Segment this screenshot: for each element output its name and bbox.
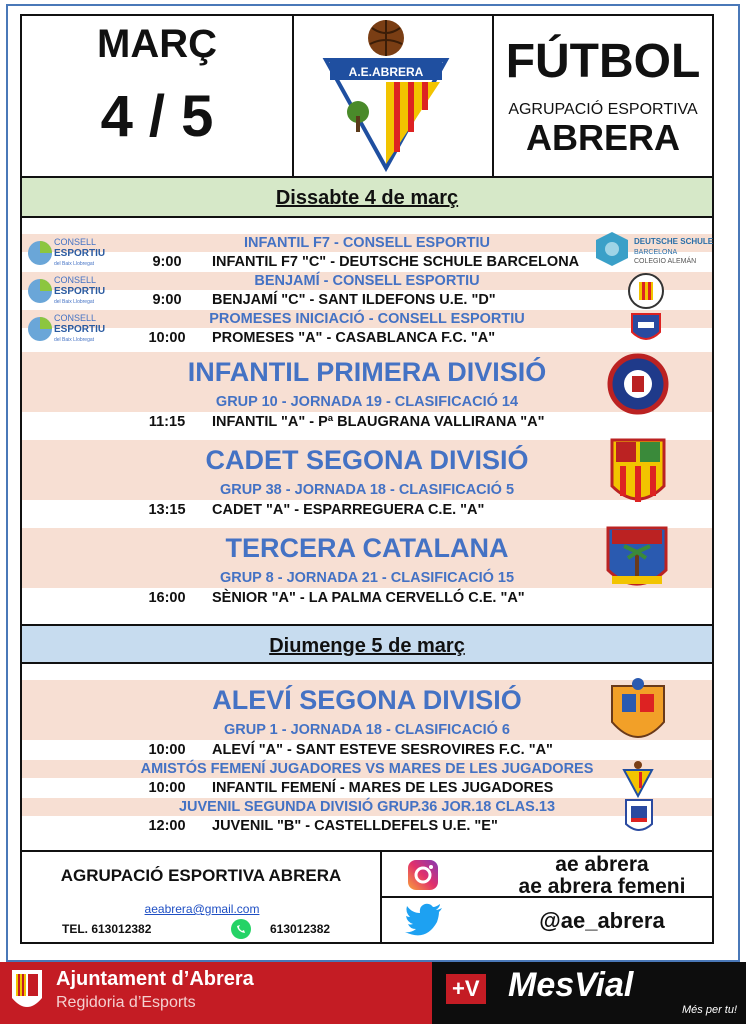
instagram-icon xyxy=(406,858,440,897)
phone-number: TEL. 613012382 xyxy=(62,922,152,936)
contact-panel xyxy=(22,852,382,942)
match-row xyxy=(22,816,712,836)
sport-title: FÚTBOL xyxy=(505,35,701,88)
kickoff-time: 10:00 xyxy=(148,742,186,758)
match-name: CADET "A" - ESPARREGUERA C.E. "A" xyxy=(212,502,485,518)
competition-title: BENJAMÍ - CONSELL ESPORTIU xyxy=(22,272,712,290)
match-name: ALEVÍ "A" - SANT ESTEVE SESROVIRES F.C. "A" xyxy=(212,742,553,758)
consell-logo-line3: del Baix Llobregat xyxy=(54,299,95,305)
kickoff-time: 9:00 xyxy=(152,254,182,270)
whatsapp-icon xyxy=(230,918,252,945)
club-crest-icon xyxy=(294,16,494,176)
competition-title: INFANTIL PRIMERA DIVISIÓ xyxy=(22,352,712,392)
kickoff-time: 11:15 xyxy=(148,414,186,430)
sunday-heading: Diumenge 5 de març xyxy=(22,624,712,664)
consell-logo-line1: CONSELL xyxy=(54,237,97,247)
consell-logo-line2: ESPORTIU xyxy=(54,324,106,335)
consell-esportiu-logo xyxy=(26,234,106,277)
group-info: GRUP 8 - JORNADA 21 - CLASIFICACIÓ 15 xyxy=(22,568,712,588)
footer-club-name: AGRUPACIÓ ESPORTIVA ABRERA xyxy=(60,866,342,885)
esparreguera-crest-icon xyxy=(608,436,668,517)
club-name-line2: ABRERA xyxy=(525,117,680,158)
ajuntament-name: Ajuntament d’Abrera xyxy=(56,968,254,990)
match-name: PROMESES "A" - CASABLANCA F.C. "A" xyxy=(212,330,496,346)
title-panel xyxy=(494,16,712,176)
match-name: INFANTIL "A" - Pª BLAUGRANA VALLIRANA "A" xyxy=(212,414,545,430)
fixture-block xyxy=(22,798,712,836)
consell-logo-line2: ESPORTIU xyxy=(54,286,106,297)
fixture-block xyxy=(22,680,712,760)
match-name: INFANTIL FEMENÍ - MARES DE LES JUGADORES xyxy=(212,780,554,796)
group-info: GRUP 10 - JORNADA 19 - CLASIFICACIÓ 14 xyxy=(22,392,712,412)
ae-abrera-small-crest-icon xyxy=(620,760,656,803)
match-name: INFANTIL F7 "C" - DEUTSCHE SCHULE BARCELONA xyxy=(212,254,580,270)
instagram-handle-2[interactable]: ae abrera femeni xyxy=(518,875,686,898)
instagram-row xyxy=(382,852,712,898)
kickoff-time: 13:15 xyxy=(148,502,186,518)
kickoff-time: 16:00 xyxy=(148,590,186,606)
fixture-block xyxy=(22,760,712,798)
mesvial-logo: MesVial xyxy=(508,966,634,1004)
fixture-block xyxy=(22,272,712,310)
kickoff-time: 10:00 xyxy=(148,330,186,346)
castelldefels-crest-icon xyxy=(624,798,654,841)
group-info: GRUP 1 - JORNADA 18 - CLASIFICACIÓ 6 xyxy=(22,720,712,740)
competition-title: TERCERA CATALANA xyxy=(22,528,712,568)
sant-esteve-crest-icon xyxy=(608,676,668,757)
match-name: JUVENIL "B" - CASTELLDEFELS U.E. "E" xyxy=(212,818,498,834)
match-row xyxy=(22,778,712,798)
header xyxy=(22,16,712,178)
competition-title: ALEVÍ SEGONA DIVISIÓ xyxy=(22,680,712,720)
club-crest-panel xyxy=(294,16,494,176)
consell-logo-line1: CONSELL xyxy=(54,275,97,285)
consell-logo-line1: CONSELL xyxy=(54,313,97,323)
deutsche-logo-text: DEUTSCHE SCHULE xyxy=(634,237,714,246)
club-name-line1: AGRUPACIÓ ESPORTIVA xyxy=(508,101,698,118)
match-row xyxy=(22,290,712,310)
kickoff-time: 10:00 xyxy=(148,780,186,796)
fixture-block xyxy=(22,528,712,608)
date-panel xyxy=(22,16,294,176)
footer xyxy=(22,850,712,942)
twitter-icon xyxy=(404,902,444,941)
regidoria-name: Regidoria d’Esports xyxy=(56,994,196,1011)
kickoff-time: 12:00 xyxy=(148,818,186,834)
penya-blaugrana-crest-icon xyxy=(606,346,670,427)
poster xyxy=(20,14,714,944)
month: MARÇ xyxy=(97,22,217,66)
competition-title: CADET SEGONA DIVISIÓ xyxy=(22,440,712,480)
competition-title: AMISTÓS FEMENÍ JUGADORES VS MARES DE LES JUGADORES xyxy=(22,760,712,778)
consell-logo-line2: ESPORTIU xyxy=(54,248,106,259)
consell-logo-line3: del Baix Llobregat xyxy=(54,337,95,343)
match-row xyxy=(22,328,712,348)
twitter-handle[interactable]: @ae_abrera xyxy=(539,908,665,933)
competition-title: JUVENIL SEGUNDA DIVISIÓ GRUP.36 JOR.18 CLAS.13 xyxy=(22,798,712,816)
sant-ildefons-crest-icon xyxy=(626,272,666,315)
consell-esportiu-logo xyxy=(26,310,106,353)
competition-title: INFANTIL F7 - CONSELL ESPORTIU xyxy=(22,234,712,252)
match-name: SÈNIOR "A" - LA PALMA CERVELLÓ C.E. "A" xyxy=(212,590,525,606)
ajuntament-banner xyxy=(0,962,432,1024)
instagram-handle-1[interactable]: ae abrera xyxy=(555,853,649,876)
fixture-block xyxy=(22,352,712,432)
crest-text: A.E.ABRERA xyxy=(348,65,424,79)
dates: 4 / 5 xyxy=(100,84,214,149)
mesvial-banner xyxy=(432,962,746,1024)
fixture-block xyxy=(22,440,712,520)
sponsor-bar xyxy=(0,962,746,1024)
fixture-block xyxy=(22,310,712,348)
email-link[interactable]: aeabrera@gmail.com xyxy=(144,902,260,916)
mesvial-tagline: Més per tu! xyxy=(682,1004,738,1016)
competition-title: PROMESES INICIACIÓ - CONSELL ESPORTIU xyxy=(22,310,712,328)
deutsche-schule-logo xyxy=(592,228,714,275)
mesvial-plus-badge: +V xyxy=(446,974,486,1004)
ajuntament-shield-icon xyxy=(10,968,44,1021)
deutsche-logo-sub2: COLEGIO ALEMÁN xyxy=(634,258,697,265)
consell-logo-line3: del Baix Llobregat xyxy=(54,261,95,267)
match-name: BENJAMÍ "C" - SANT ILDEFONS U.E. "D" xyxy=(212,292,496,308)
consell-esportiu-logo xyxy=(26,272,106,315)
whatsapp-number: 613012382 xyxy=(270,922,331,936)
kickoff-time: 9:00 xyxy=(152,292,182,308)
social-panel xyxy=(382,852,712,942)
group-info: GRUP 38 - JORNADA 18 - CLASIFICACIÓ 5 xyxy=(22,480,712,500)
la-palma-crest-icon xyxy=(604,524,670,605)
deutsche-logo-sub1: BARCELONA xyxy=(634,249,678,256)
saturday-heading: Dissabte 4 de març xyxy=(22,178,712,218)
fixture-block xyxy=(22,234,712,272)
